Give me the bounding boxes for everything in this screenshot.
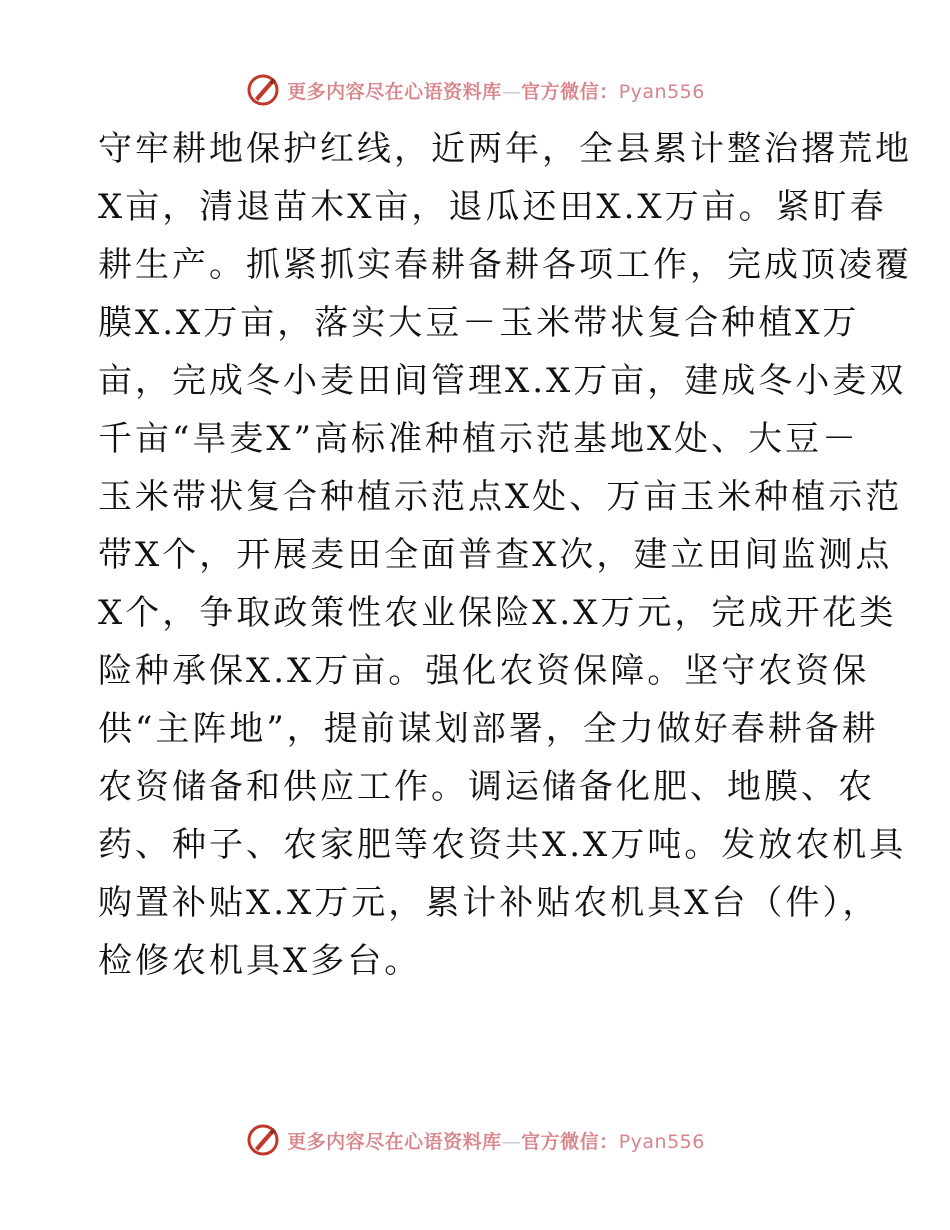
body-line: 供“主阵地”，提前谋划部署，全力做好春耕备耕 [98,709,879,749]
body-line: 耕生产。抓紧抓实春耕备耕各项工作，完成顶凌覆 [98,245,912,285]
watermark-site-name: 更多内容尽在心语资料库 [287,1130,502,1153]
body-line: 守牢耕地保护红线，近两年，全县累计整治撂荒地 [98,129,912,169]
body-line: 购置补贴X.X万元，累计补贴农机具X台（件）， [98,883,880,923]
body-line: 玉米带状复合种植示范点X处、万亩玉米种植示范 [98,477,903,517]
body-line: X亩，清退苗木X亩，退瓜还田X.X万亩。紧盯春 [98,187,887,227]
watermark-contact-label: 官方微信： [521,1130,619,1153]
body-line: 农资储备和供应工作。调运储备化肥、地膜、农 [98,767,875,807]
body-line: X个，争取政策性农业保险X.X万元，完成开花类 [98,593,897,633]
body-line: 险种承保X.X万亩。强化农资保障。坚守农资保 [98,651,870,691]
watermark-dash: — [501,1130,522,1153]
watermark-contact-label: 官方微信： [521,80,619,103]
watermark-wechat-id: Pyan556 [618,80,705,103]
pen-logo-icon [245,1122,281,1158]
body-line: 检修农机具X多台。 [98,941,422,981]
watermark-text [287,1127,705,1154]
body-line: 药、种子、农家肥等农资共X.X万吨。发放农机具 [98,825,907,865]
header-watermark [0,68,950,112]
pen-logo-icon [245,72,281,108]
body-line: 膜X.X万亩，落实大豆－玉米带状复合种植X万 [98,303,860,343]
body-line: 亩，完成冬小麦田间管理X.X万亩，建成冬小麦双 [98,361,907,401]
body-line: 千亩“旱麦X”高标准种植示范基地X处、大豆－ [98,419,860,459]
watermark-wechat-id: Pyan556 [618,1130,705,1153]
watermark-text [287,77,705,104]
document-body [98,120,912,990]
watermark-site-name: 更多内容尽在心语资料库 [287,80,502,103]
footer-watermark [0,1118,950,1162]
body-line: 带X个，开展麦田全面普查X次，建立田间监测点 [98,535,893,575]
watermark-dash: — [501,80,522,103]
